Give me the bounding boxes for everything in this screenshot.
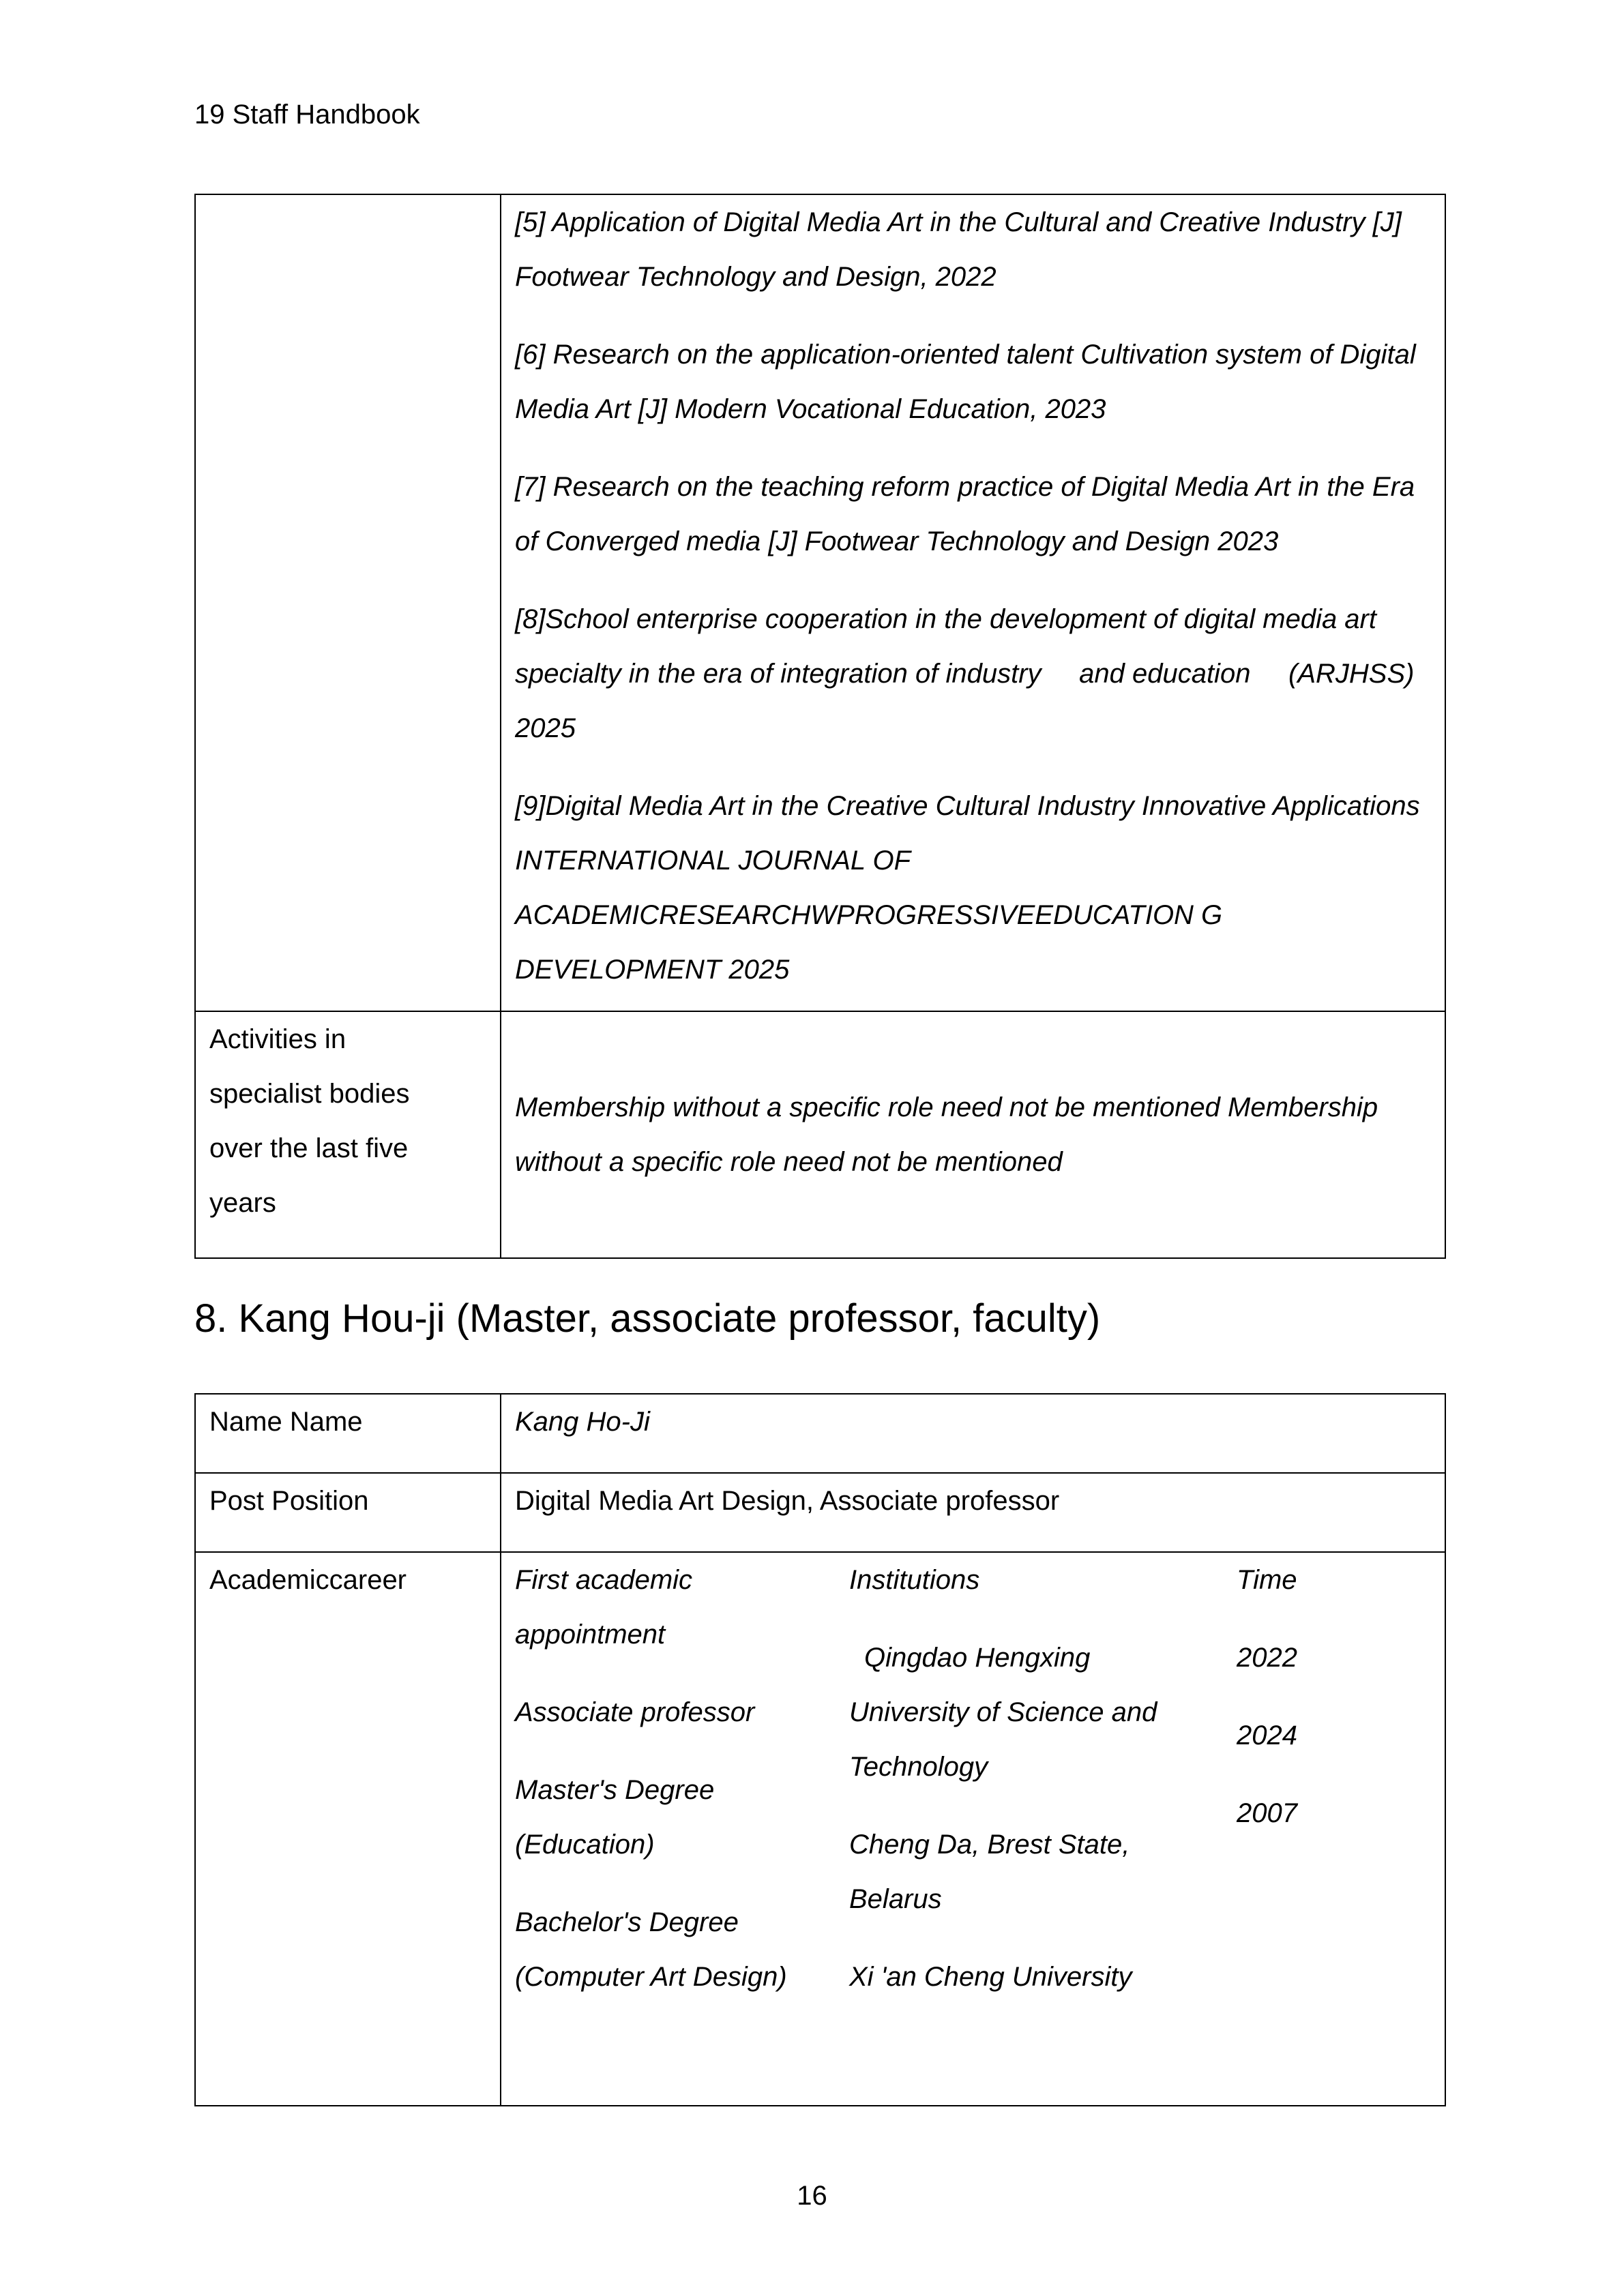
publications-cell (501, 194, 1445, 1011)
name-row (195, 1394, 1445, 1473)
publication-line: Media Art [J] Modern Vocational Education, 2023 (515, 394, 1106, 424)
activities-row (195, 1011, 1445, 1258)
career-time: 2022 (1237, 1643, 1297, 1673)
activities-value-line: without a specific role need not be mentioned (515, 1147, 1063, 1177)
career-institution: University of Science and (849, 1697, 1157, 1727)
career-qualification: (Education) (515, 1830, 655, 1860)
post-row (195, 1473, 1445, 1552)
publication-line: [5] Application of Digital Media Art in the Cultural and Creative Industry [J] (515, 207, 1402, 237)
career-time: 2007 (1237, 1798, 1297, 1828)
career-cell (501, 1552, 1445, 2106)
publication-line: Footwear Technology and Design, 2022 (515, 262, 996, 292)
publication-line: ACADEMICRESEARCHWPROGRESSIVEEDUCATION G DEVELOPMENT 2025 (515, 900, 1223, 985)
publication-9 (515, 779, 1431, 997)
career-grid (515, 1553, 1431, 2105)
publication-5 (515, 195, 1431, 304)
publications-table (194, 194, 1446, 1259)
career-qualification: Master's Degree (515, 1775, 715, 1805)
career-qualification: First academic (515, 1565, 693, 1595)
post-value: Digital Media Art Design, Associate professor (501, 1473, 1445, 1552)
publication-line: INTERNATIONAL JOURNAL OF (515, 846, 911, 876)
career-institution: Technology (849, 1752, 988, 1782)
section-heading: 8. Kang Hou-ji (Master, associate professor, faculty) (194, 1296, 1101, 1341)
publication-line: [9]Digital Media Art in the Creative Cultural Industry Innovative Applications (515, 791, 1420, 821)
activities-label-line: specialist bodies (209, 1079, 410, 1109)
career-institution: Cheng Da, Brest State, (849, 1830, 1130, 1860)
name-value: Kang Ho-Ji (501, 1394, 1445, 1473)
activities-value-line: Membership without a specific role need not be mentioned Membership (515, 1092, 1378, 1122)
career-institution: Institutions (849, 1565, 980, 1595)
profile-table (194, 1393, 1446, 2106)
publication-6 (515, 327, 1431, 436)
publication-line: [6] Research on the application-oriented talent Cultivation system of Digital (515, 340, 1416, 370)
publication-line: of Converged media [J] Footwear Technology and Design 2023 (515, 526, 1279, 556)
publications-row (195, 194, 1445, 1011)
publication-line: [8]School enterprise cooperation in the development of digital media art (515, 604, 1376, 634)
career-time: 2024 (1237, 1720, 1297, 1750)
name-label: Name Name (195, 1394, 501, 1473)
activities-label-line: years (209, 1188, 276, 1218)
career-qualification: appointment (515, 1620, 666, 1650)
publication-7 (515, 460, 1431, 569)
publication-line: specialty in the era of integration of industry and education (ARJHSS) (515, 659, 1415, 689)
publication-line: 2025 (515, 713, 576, 743)
career-institution: Xi 'an Cheng University (849, 1962, 1132, 1992)
career-time: Time (1237, 1565, 1297, 1595)
post-label: Post Position (195, 1473, 501, 1552)
career-institution: Qingdao Hengxing (864, 1643, 1091, 1673)
career-row (195, 1552, 1445, 2106)
activities-label-line: Activities in (209, 1024, 346, 1054)
publication-8 (515, 592, 1431, 756)
career-qualification: Bachelor's Degree (515, 1907, 739, 1937)
publication-line: [7] Research on the teaching reform practice of Digital Media Art in the Era (515, 472, 1415, 502)
career-institution: Belarus (849, 1884, 942, 1914)
activities-label-cell (195, 1011, 501, 1258)
career-qualification: Associate professor (515, 1697, 755, 1727)
career-qualification: (Computer Art Design) (515, 1962, 787, 1992)
career-label: Academiccareer (195, 1552, 501, 2106)
page-number: 16 (797, 2181, 827, 2211)
publications-label-cell (195, 194, 501, 1011)
activities-value-cell (501, 1011, 1445, 1258)
page-header: 19 Staff Handbook (194, 100, 420, 130)
activities-label-line: over the last five (209, 1133, 409, 1163)
